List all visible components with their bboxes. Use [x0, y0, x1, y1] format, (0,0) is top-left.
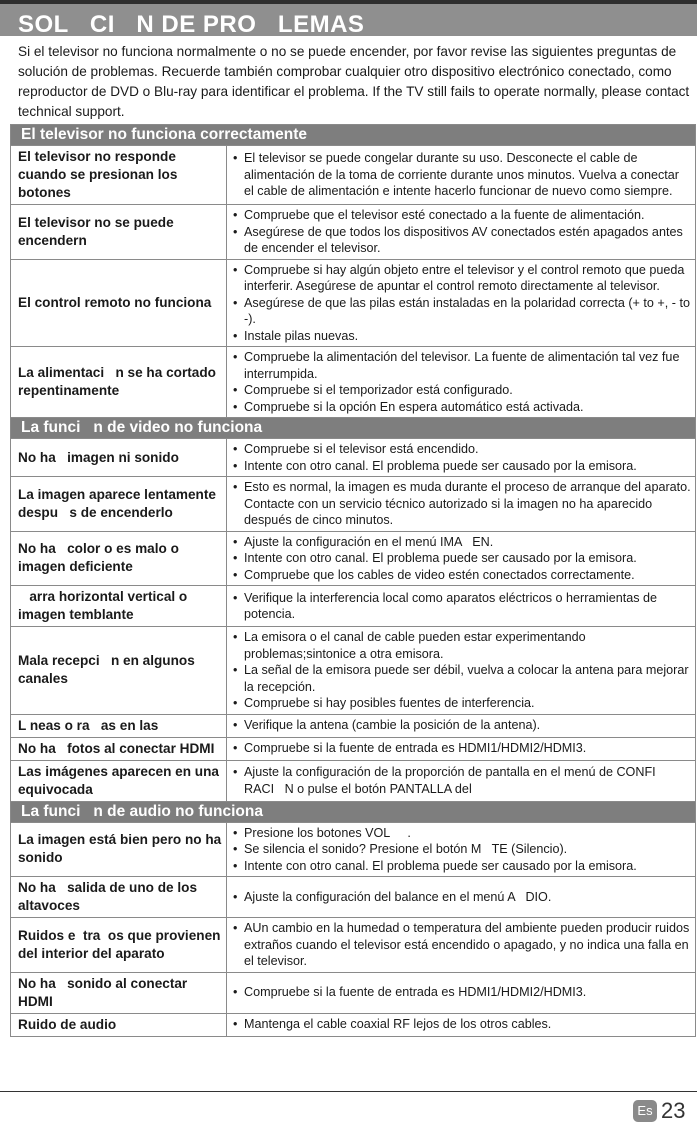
table-row: [11, 822, 696, 877]
problem-cell: L neas o ra as en las: [11, 714, 227, 737]
intro-paragraph: Si el televisor no funciona normalmente o no se puede encender, por favor revise las siguientes preguntas de solución de problemas. Recuerde también comprobar cualquier otro dispositivo electrónico conectado, como reproductor de DVD o Blu-ray para identificar el problema. If the TV still fails to operate normally, please contact technical support.: [18, 44, 690, 119]
section-header-row: [11, 418, 696, 439]
solution-item: • Asegúrese de que las pilas están instaladas en la polaridad correcta (+ to +, - to -).: [231, 295, 691, 328]
solution-item: • Instale pilas nuevas.: [231, 328, 691, 345]
solution-list: [231, 534, 691, 584]
table-row: [11, 477, 696, 532]
solution-cell: [227, 918, 696, 973]
table-row: [11, 1013, 696, 1036]
problem-cell: La alimentaci n se ha cortado repentinamente: [11, 347, 227, 418]
page-title: SOL CI N DE PRO LEMAS: [18, 11, 365, 38]
solution-item: • Ajuste la configuración de la proporción de pantalla en el menú de CONFI RACI N o pulse el botón PANTALLA del: [231, 764, 691, 797]
solution-cell: [227, 439, 696, 477]
solution-list: [231, 150, 691, 200]
solution-item: • AUn cambio en la humedad o temperatura del ambiente pueden producir ruidos extraños cuando el televisor está encendido o apagado, y no indica una falla en el televisor.: [231, 920, 691, 970]
solution-cell: [227, 972, 696, 1013]
problem-cell: Las imágenes aparecen en una equivocada: [11, 760, 227, 801]
table-row: [11, 972, 696, 1013]
table-row: [11, 259, 696, 347]
solution-list: [231, 262, 694, 345]
solution-list: [231, 441, 691, 474]
solution-list: [231, 717, 691, 734]
solution-cell: [227, 259, 696, 347]
solution-item: • Compruebe si el temporizador está configurado.: [231, 382, 691, 399]
table-row: [11, 205, 696, 260]
solution-item: • El televisor se puede congelar durante su uso. Desconecte el cable de alimentación de la toma de corriente durante unos minutos. Vuelva a conectar el cable de alimentación e intente hacerlo funcionar de nuevo como siempre.: [231, 150, 691, 200]
table-row: [11, 347, 696, 418]
solution-cell: [227, 877, 696, 918]
footer-rule: [0, 1091, 697, 1092]
problem-cell: No ha imagen ni sonido: [11, 439, 227, 477]
problem-cell: El televisor no responde cuando se presionan los botones: [11, 146, 227, 205]
solution-item: • La señal de la emisora puede ser débil, vuelva a colocar la antena para mejorar la recepción.: [231, 662, 691, 695]
table-row: [11, 531, 696, 586]
problem-cell: No ha sonido al conectar HDMI: [11, 972, 227, 1013]
section-title: La funci n de audio no funciona: [11, 801, 696, 822]
solution-cell: [227, 477, 696, 532]
page-number: 23: [661, 1098, 686, 1123]
solution-item: • Verifique la antena (cambie la posición de la antena).: [231, 717, 691, 734]
problem-cell: Ruidos e tra os que provienen del interior del aparato: [11, 918, 227, 973]
problem-cell: La imagen está bien pero no ha sonido: [11, 822, 227, 877]
table-row: [11, 714, 696, 737]
table-row: [11, 877, 696, 918]
table-row: [11, 918, 696, 973]
solution-item: • Compruebe si hay algún objeto entre el televisor y el control remoto que pueda interferir. Asegúrese de apuntar el control remoto directamente al televisor.: [231, 262, 691, 295]
solution-item: • Asegúrese de que todos los dispositivos AV conectados estén apagados antes de encender el televisor.: [231, 224, 691, 257]
solution-item: • Compruebe si hay posibles fuentes de interferencia.: [231, 695, 691, 712]
solution-cell: [227, 205, 696, 260]
solution-item: • Ajuste la configuración del balance en el menú A DIO.: [231, 889, 691, 906]
solution-cell: [227, 347, 696, 418]
solution-item: • Verifique la interferencia local como aparatos eléctricos o herramientas de potencia.: [231, 590, 691, 623]
problem-cell: No ha color o es malo o imagen deficiente: [11, 531, 227, 586]
solution-cell: [227, 586, 696, 627]
troubleshooting-table: [10, 124, 696, 1037]
solution-cell: [227, 1013, 696, 1036]
solution-cell: [227, 627, 696, 715]
solution-list: [231, 920, 691, 970]
problem-cell: No ha fotos al conectar HDMI: [11, 737, 227, 760]
solution-list: [231, 764, 691, 797]
problem-cell: arra horizontal vertical o imagen temblante: [11, 586, 227, 627]
solution-item: • Compruebe que los cables de video estén conectados correctamente.: [231, 567, 691, 584]
section-title: El televisor no funciona correctamente: [11, 125, 696, 146]
solution-item: • Intente con otro canal. El problema puede ser causado por la emisora.: [231, 550, 691, 567]
solution-item: • Compruebe si el televisor está encendido.: [231, 441, 691, 458]
solution-list: [231, 889, 691, 906]
problem-cell: No ha salida de uno de los altavoces: [11, 877, 227, 918]
solution-item: • Compruebe si la fuente de entrada es HDMI1/HDMI2/HDMI3.: [231, 984, 691, 1001]
section-header-row: [11, 125, 696, 146]
language-badge: Es: [633, 1100, 657, 1122]
solution-list: [231, 349, 691, 415]
solution-item: • Intente con otro canal. El problema puede ser causado por la emisora.: [231, 458, 691, 475]
solution-cell: [227, 146, 696, 205]
solution-item: • Se silencia el sonido? Presione el botón M TE (Silencio).: [231, 841, 691, 858]
solution-list: [231, 629, 691, 712]
problem-cell: El control remoto no funciona: [11, 259, 227, 347]
solution-cell: [227, 737, 696, 760]
solution-cell: [227, 822, 696, 877]
solution-item: • Compruebe si la fuente de entrada es HDMI1/HDMI2/HDMI3.: [231, 740, 691, 757]
table-row: [11, 146, 696, 205]
problem-cell: El televisor no se puede encendern: [11, 205, 227, 260]
solution-item: • Mantenga el cable coaxial RF lejos de los otros cables.: [231, 1016, 691, 1033]
solution-list: [231, 740, 691, 757]
solution-list: [231, 1016, 691, 1033]
problem-cell: Mala recepci n en algunos canales: [11, 627, 227, 715]
section-title: La funci n de video no funciona: [11, 418, 696, 439]
table-row: [11, 439, 696, 477]
section-header-row: [11, 801, 696, 822]
solution-item: • Presione los botones VOL .: [231, 825, 691, 842]
solution-list: [231, 590, 691, 623]
table-row: [11, 586, 696, 627]
solution-list: [231, 479, 695, 529]
solution-list: [231, 825, 691, 875]
table-row: [11, 737, 696, 760]
solution-item: • Ajuste la configuración en el menú IMA EN.: [231, 534, 691, 551]
solution-item: • La emisora o el canal de cable pueden estar experimentando problemas;sintonice a otra emisora.: [231, 629, 691, 662]
solution-list: [231, 984, 691, 1001]
solution-cell: [227, 760, 696, 801]
problem-cell: La imagen aparece lentamente despu s de encenderlo: [11, 477, 227, 532]
solution-cell: [227, 714, 696, 737]
solution-item: • Compruebe que el televisor esté conectado a la fuente de alimentación.: [231, 207, 691, 224]
solution-list: [231, 207, 691, 257]
table-row: [11, 760, 696, 801]
solution-item: • Esto es normal, la imagen es muda durante el proceso de arranque del aparato. Contacte con un servicio técnico autorizado si la imagen no ha aparecido después de cinco minutos.: [231, 479, 691, 529]
solution-item: • Intente con otro canal. El problema puede ser causado por la emisora.: [231, 858, 691, 875]
table-row: [11, 627, 696, 715]
solution-item: • Compruebe la alimentación del televisor. La fuente de alimentación tal vez fue interrumpida.: [231, 349, 691, 382]
solution-cell: [227, 531, 696, 586]
solution-item: • Compruebe si la opción En espera automático está activada.: [231, 399, 691, 416]
problem-cell: Ruido de audio: [11, 1013, 227, 1036]
